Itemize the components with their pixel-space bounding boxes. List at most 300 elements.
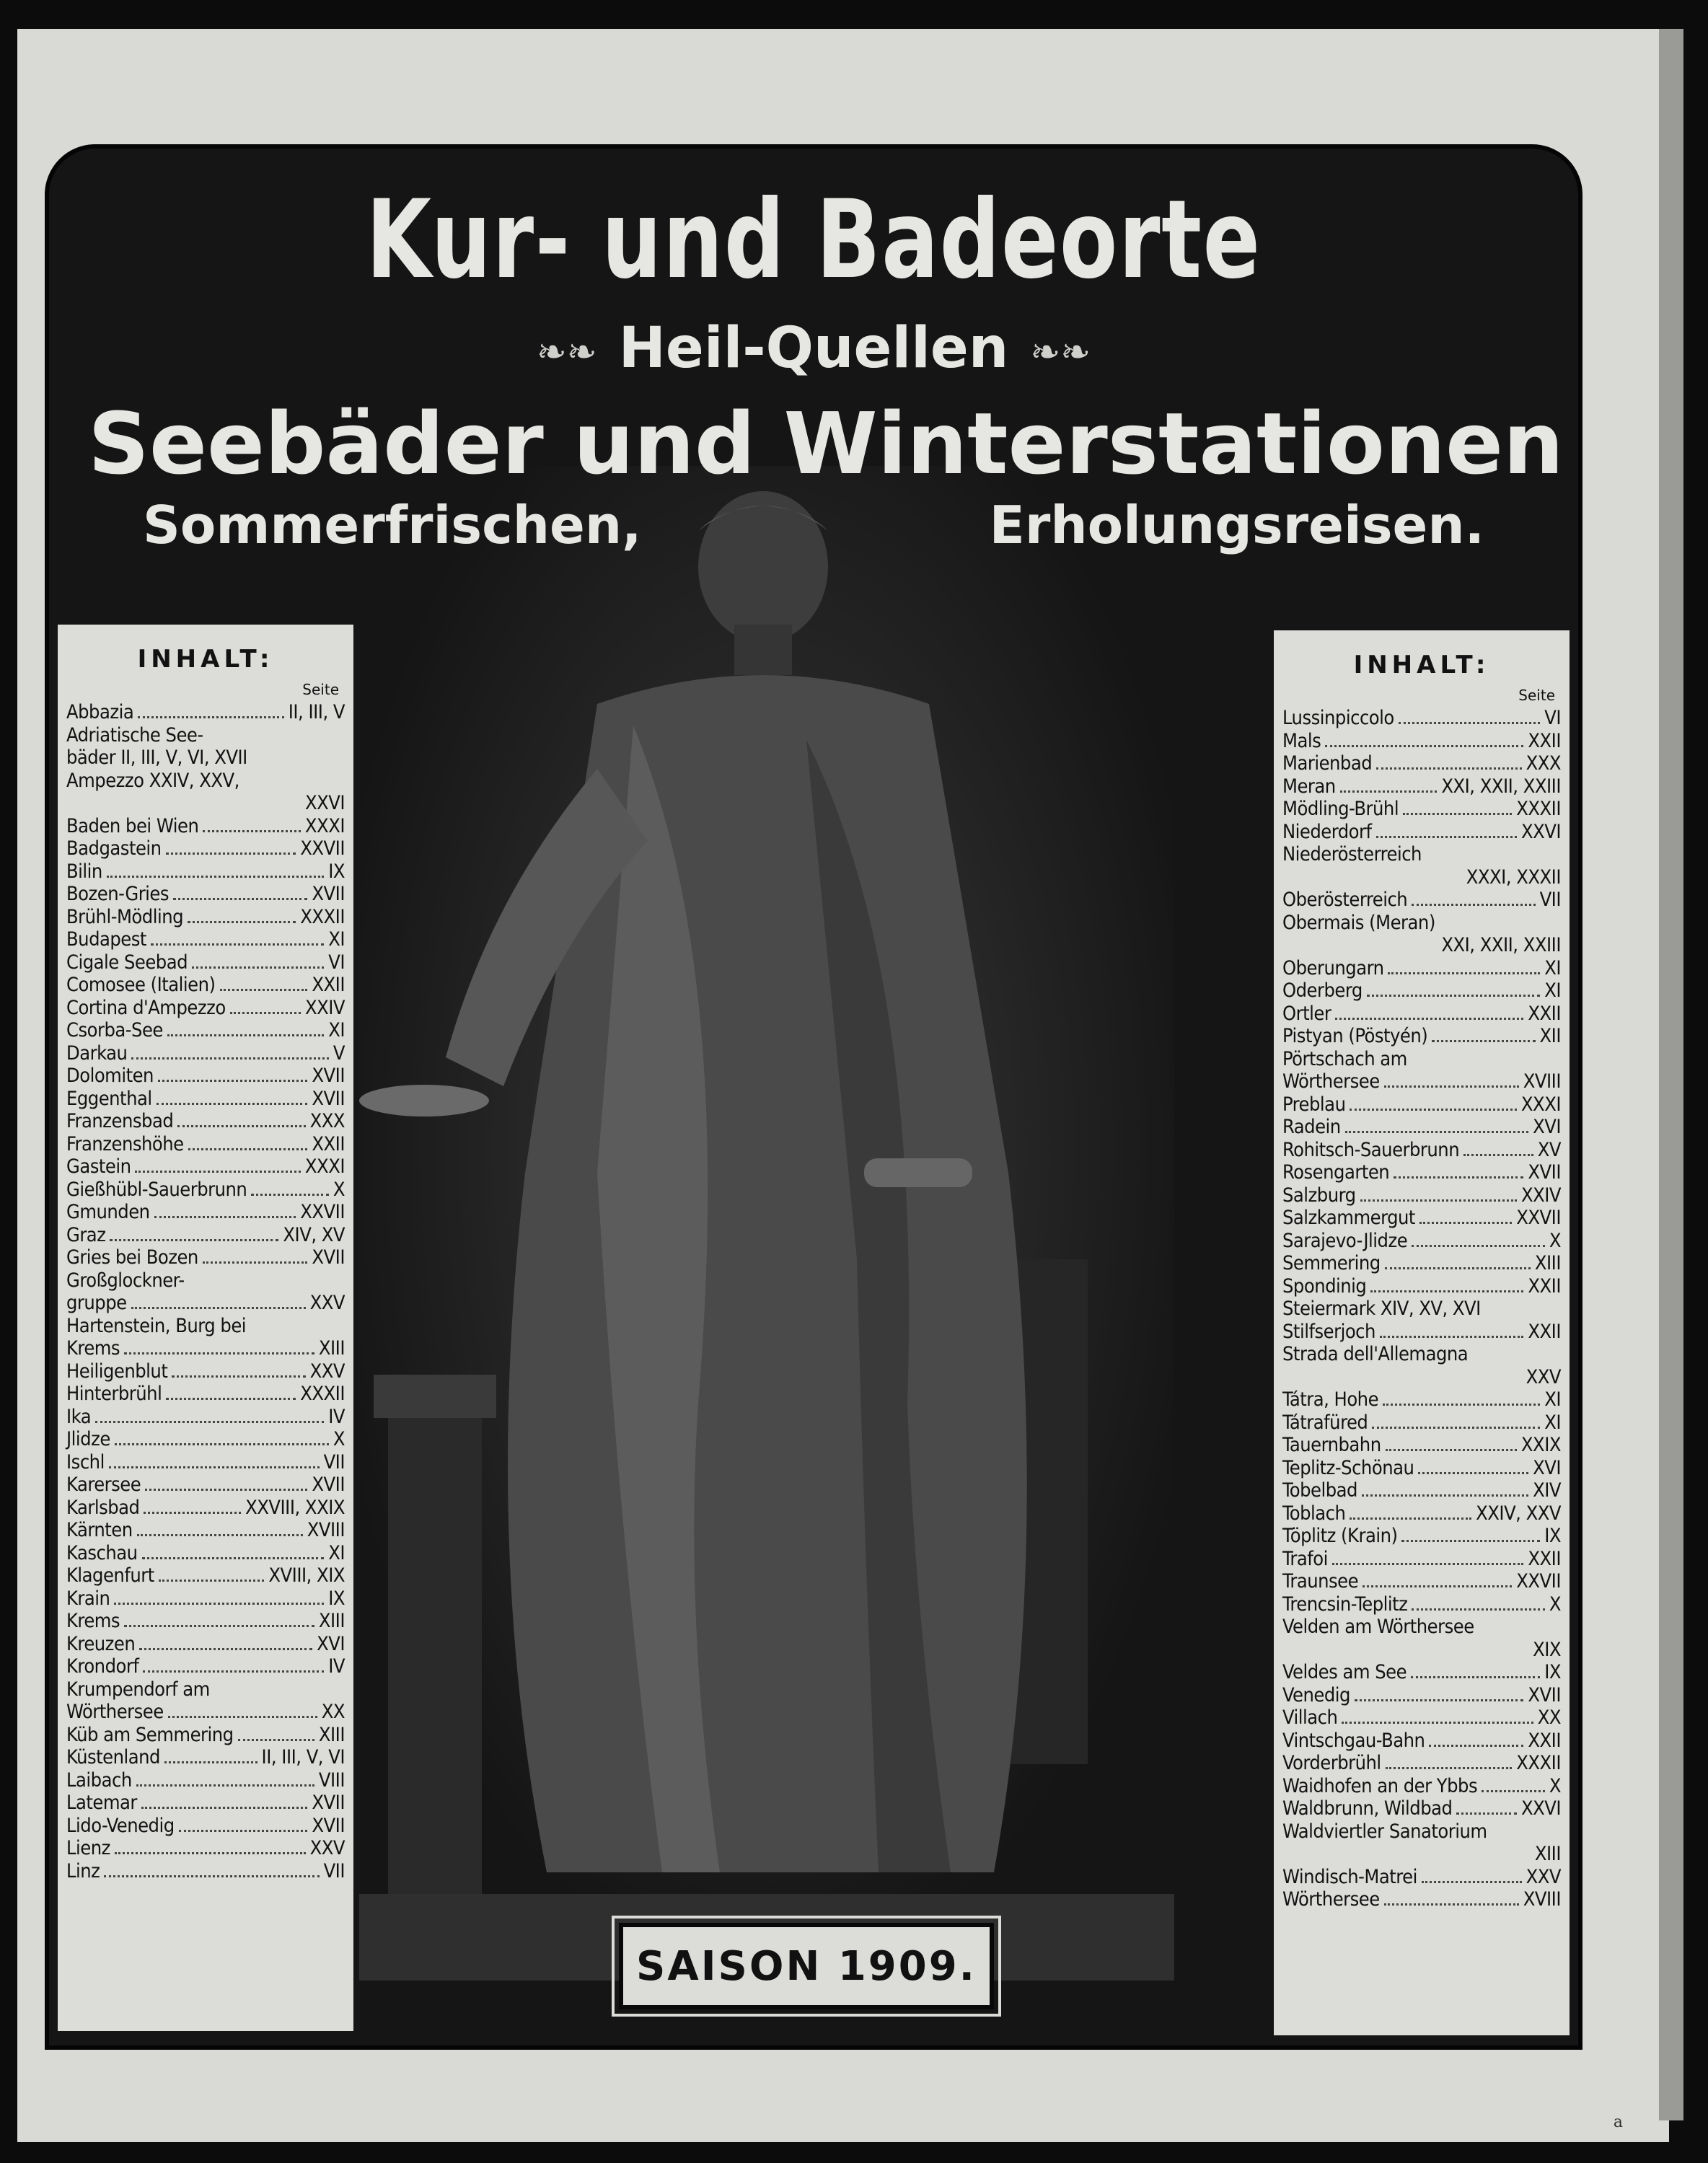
index-entry-page: XI <box>1544 979 1561 1002</box>
index-entry <box>1282 1275 1561 1298</box>
index-entry-name: Tátra, Hohe <box>1282 1388 1379 1411</box>
index-entry-page: XVII <box>312 883 345 905</box>
index-entry-name: Salzkammergut <box>1282 1207 1415 1229</box>
index-entry-page: XXVII <box>1516 1207 1561 1229</box>
leader-dots <box>141 1807 308 1809</box>
index-right-page-label: Seite <box>1518 687 1555 704</box>
index-entry-name: Waidhofen an der Ybbs <box>1282 1774 1478 1797</box>
ornament-left-icon: ❧❧ <box>536 330 597 373</box>
index-entry <box>1282 1252 1561 1275</box>
leader-dots <box>1376 767 1521 770</box>
index-entry-page: XI <box>1544 956 1561 979</box>
index-entry-page: II, III, V <box>288 701 345 723</box>
index-left-list <box>66 701 345 1882</box>
index-entry <box>66 1110 345 1133</box>
index-entry-name: Gmunden <box>66 1201 150 1223</box>
index-entry-name: Jlidze <box>66 1428 110 1450</box>
index-entry <box>66 1769 345 1792</box>
index-entry-name: Teplitz-Schönau <box>1282 1456 1414 1479</box>
index-entry-name: Tauernbahn <box>1282 1434 1381 1456</box>
index-entry <box>66 1224 345 1247</box>
index-entry <box>1282 1888 1561 1911</box>
index-entry-page: XXV <box>309 1292 345 1314</box>
leader-dots <box>1411 1676 1540 1678</box>
leader-dots <box>1362 1494 1528 1497</box>
index-entry-page: X <box>1549 1592 1561 1616</box>
index-entry <box>66 1201 345 1224</box>
leader-dots <box>109 1466 320 1468</box>
index-entry-page: XV <box>1537 1138 1561 1161</box>
index-entry-page: XXIX <box>1520 1434 1561 1456</box>
index-entry <box>66 1337 345 1360</box>
index-entry <box>66 1019 345 1042</box>
index-entry-page: XIII <box>1534 1843 1561 1865</box>
index-entry <box>1282 1775 1561 1798</box>
leader-dots <box>177 1125 305 1127</box>
index-entry-name: Oderberg <box>1282 979 1363 1002</box>
index-entry-name: Kärnten <box>66 1519 133 1541</box>
leader-dots <box>157 1103 308 1105</box>
leader-dots <box>107 876 324 878</box>
index-entry <box>1282 1161 1561 1184</box>
leader-dots <box>1384 1903 1519 1906</box>
index-entry-name: Rohitsch-Sauerbrunn <box>1282 1138 1460 1161</box>
index-entry-page: VII <box>323 1859 345 1882</box>
index-entry-name: Darkau <box>66 1041 128 1065</box>
heading-right: Winterstationen <box>783 394 1564 493</box>
index-entry-page: XVIII <box>1523 1070 1561 1093</box>
leader-dots <box>144 1512 241 1514</box>
index-entry <box>1282 1548 1561 1571</box>
index-entry-name: Vintschgau-Bahn <box>1282 1729 1425 1752</box>
index-entry-name: Salzburg <box>1282 1184 1356 1207</box>
leader-dots <box>104 1875 319 1877</box>
index-entry <box>1282 866 1561 889</box>
index-entry-page: XVI <box>1533 1116 1561 1138</box>
index-entry-name: Franzenshöhe <box>66 1132 184 1155</box>
index-entry-page: XXXI <box>304 814 345 837</box>
leader-dots <box>95 1421 324 1423</box>
leader-dots <box>179 1830 308 1832</box>
index-entry-name: Brühl-Mödling <box>66 905 184 928</box>
leader-dots <box>1412 904 1535 906</box>
index-entry-name: Vorderbrühl <box>1282 1752 1381 1774</box>
index-entry-name: Veldes am See <box>1282 1661 1407 1683</box>
index-entry-name: Trencsin-Teplitz <box>1282 1592 1408 1616</box>
index-entry-name: Steiermark XIV, XV, XVI <box>1282 1298 1481 1320</box>
index-entry-name: Tátrafüred <box>1282 1411 1368 1434</box>
index-entry-page: IX <box>1544 1661 1561 1683</box>
index-entry-name: Lussinpiccolo <box>1282 707 1394 729</box>
index-entry-name: Meran <box>1282 775 1336 798</box>
index-entry-page: IX <box>1544 1525 1561 1547</box>
index-entry-name: Küstenland <box>66 1746 160 1768</box>
index-entry <box>66 1815 345 1838</box>
index-entry-page: XXII <box>1528 1274 1561 1298</box>
index-entry-page: II, III, V, VI <box>261 1746 345 1768</box>
index-entry-name: Preblau <box>1282 1093 1346 1116</box>
index-entry-page: VI <box>1544 707 1561 729</box>
index-entry-name: Marienbad <box>1282 752 1373 775</box>
index-entry <box>66 883 345 906</box>
subheading-left: Sommerfrischen, <box>143 495 642 555</box>
index-entry-page: XXVI <box>304 792 345 814</box>
leader-dots <box>114 1603 324 1605</box>
index-entry-page: VI <box>328 951 345 974</box>
leader-dots <box>1363 1585 1512 1587</box>
leader-dots <box>1388 972 1540 974</box>
leader-dots <box>136 1784 314 1787</box>
index-entry <box>66 860 345 884</box>
index-entry <box>1282 1684 1561 1707</box>
leader-dots <box>1385 1267 1531 1269</box>
index-entry-name: Großglockner- <box>66 1269 185 1292</box>
index-entry <box>66 1564 345 1587</box>
index-entry-name: Comosee (Italien) <box>66 974 216 996</box>
leader-dots <box>142 1557 325 1559</box>
index-entry-name: Adriatische See- <box>66 723 203 746</box>
index-entry <box>1282 1093 1561 1116</box>
leader-dots <box>1403 813 1512 815</box>
leader-dots <box>1350 1109 1516 1111</box>
index-entry <box>66 951 345 974</box>
leader-dots <box>1335 1018 1523 1020</box>
leader-dots <box>1325 745 1523 747</box>
leader-dots <box>1412 1608 1544 1611</box>
index-entry <box>1282 1025 1561 1048</box>
index-entry-name: Badgastein <box>66 837 162 860</box>
index-entry <box>66 1406 345 1429</box>
index-entry-name: Tobelbad <box>1282 1479 1357 1502</box>
index-entry-page: XI <box>328 1019 345 1041</box>
index-entry <box>66 1042 345 1065</box>
index-entry-name: Pörtschach am <box>1282 1047 1407 1070</box>
index-entry <box>1282 1184 1561 1207</box>
page-mark: a <box>1613 2113 1623 2131</box>
index-entry-name: Obermais (Meran) <box>1282 911 1435 934</box>
leader-dots <box>124 1625 314 1627</box>
index-entry-page: XIV <box>1533 1479 1561 1502</box>
ornament-right-icon: ❧❧ <box>1030 330 1091 373</box>
index-entry-name: Cigale Seebad <box>66 951 188 974</box>
index-left-page-label: Seite <box>302 681 339 698</box>
index-entry-name: Klagenfurt <box>66 1564 154 1587</box>
index-entry-name: Lido-Venedig <box>66 1814 175 1837</box>
index-entry <box>66 701 345 724</box>
index-entry-name: Hinterbrühl <box>66 1383 162 1405</box>
index-entry-page: XX <box>1537 1706 1561 1729</box>
leader-dots <box>1394 1176 1523 1179</box>
index-entry <box>1282 1388 1561 1411</box>
index-entry-page: XVII <box>312 1473 345 1496</box>
index-entry-name: Niederdorf <box>1282 820 1372 843</box>
index-entry-name: Cortina d'Ampezzo <box>66 996 226 1019</box>
index-left-title: INHALT: <box>137 645 274 674</box>
index-entry-name: Kaschau <box>66 1541 138 1564</box>
index-entry <box>1282 1003 1561 1026</box>
leader-dots <box>188 921 296 923</box>
index-entry-name: Strada dell'Allemagna <box>1282 1343 1469 1365</box>
leader-dots <box>1419 1222 1512 1224</box>
index-entry <box>66 1179 345 1202</box>
index-entry <box>66 1746 345 1769</box>
leader-dots <box>1386 1449 1517 1451</box>
index-entry-page: VIII <box>318 1768 345 1792</box>
index-entry-page: XXX <box>309 1110 345 1132</box>
index-entry-name: Villach <box>1282 1706 1338 1729</box>
index-entry <box>66 815 345 838</box>
leader-dots <box>172 1375 305 1378</box>
index-entry-name: Linz <box>66 1859 100 1882</box>
leader-dots <box>203 1261 308 1264</box>
index-entry <box>1282 1797 1561 1820</box>
index-entry-page: IV <box>328 1655 345 1678</box>
index-entry <box>66 770 345 793</box>
index-entry-name: Niederösterreich <box>1282 843 1422 865</box>
index-entry <box>1282 707 1561 730</box>
season-label: SAISON 1909. <box>636 1942 977 1990</box>
index-entry <box>1282 1116 1561 1139</box>
index-entry <box>66 1383 345 1406</box>
index-entry-page: XXXII <box>1516 1752 1561 1774</box>
index-entry-page: XI <box>328 928 345 951</box>
index-entry <box>1282 1230 1561 1253</box>
index-entry-page: XXXI <box>304 1155 345 1178</box>
index-entry-name: Venedig <box>1282 1683 1350 1706</box>
index-entry <box>66 1292 345 1315</box>
index-entry <box>1282 1479 1561 1502</box>
index-entry-page: IX <box>328 860 345 883</box>
leader-dots <box>1482 1790 1545 1792</box>
index-entry-page: XXVII <box>1516 1570 1561 1592</box>
subtitle-text: Heil-Quellen <box>618 316 1009 381</box>
season-box <box>619 1923 994 2009</box>
index-entry-name: Krumpendorf am <box>66 1678 210 1701</box>
index-entry <box>1282 934 1561 957</box>
index-entry-page: XI <box>1544 1388 1561 1411</box>
index-entry-name: Laibach <box>66 1768 132 1792</box>
index-entry <box>66 1655 345 1678</box>
index-entry <box>66 1633 345 1656</box>
leader-dots <box>1456 1812 1516 1815</box>
index-entry-name: Rosengarten <box>1282 1161 1390 1184</box>
leader-dots <box>1383 1404 1540 1406</box>
leader-dots <box>188 1148 308 1150</box>
statue-illustration <box>359 466 1174 1981</box>
index-entry-name: Oberungarn <box>1282 956 1384 979</box>
index-entry-page: XI <box>328 1541 345 1564</box>
index-entry-name: Traunsee <box>1282 1570 1359 1592</box>
index-entry <box>66 1837 345 1860</box>
leader-dots <box>138 716 284 718</box>
index-entry-page: XIV, XV <box>283 1223 345 1246</box>
index-entry-page: XXIV, XXV <box>1476 1502 1561 1525</box>
index-entry <box>1282 957 1561 980</box>
index-entry-name: Mödling-Brühl <box>1282 798 1399 820</box>
index-entry <box>66 1860 345 1883</box>
leader-dots <box>154 1216 296 1218</box>
index-entry <box>66 1360 345 1383</box>
index-entry <box>1282 1661 1561 1684</box>
index-right-title: INHALT: <box>1353 651 1490 679</box>
leader-dots <box>251 1194 329 1196</box>
index-entry <box>1282 1343 1561 1366</box>
heading-left: Seebäder und <box>88 394 756 493</box>
index-entry-name: Karlsbad <box>66 1496 140 1519</box>
index-entry-name: Wörthersee <box>66 1701 164 1723</box>
index-entry-page: XXVII <box>300 1201 345 1223</box>
index-entry-name: gruppe <box>66 1292 127 1314</box>
index-entry-name: Pistyan (Pöstyén) <box>1282 1025 1428 1047</box>
leader-dots <box>1345 1131 1528 1133</box>
index-entry-name: Krondorf <box>66 1655 139 1678</box>
index-entry <box>1282 1457 1561 1480</box>
leader-dots <box>238 1739 314 1741</box>
index-entry-name: Abbazia <box>66 701 134 723</box>
index-entry-name: Eggenthal <box>66 1087 152 1110</box>
index-entry-page: VII <box>1539 889 1561 911</box>
index-entry-page: XXII <box>312 974 345 996</box>
index-entry <box>1282 1366 1561 1389</box>
index-entry <box>66 837 345 860</box>
page-edge <box>1659 29 1683 2120</box>
index-entry-page: XXII <box>1528 1002 1561 1025</box>
index-entry-page: XVIII, XIX <box>268 1564 345 1587</box>
leader-dots <box>1340 790 1438 793</box>
leader-dots <box>203 830 301 832</box>
index-entry <box>1282 889 1561 912</box>
index-entry-name: Budapest <box>66 928 146 951</box>
index-entry-page: XI <box>1544 1411 1561 1434</box>
index-entry-name: Töplitz (Krain) <box>1282 1525 1398 1547</box>
index-entry <box>66 1792 345 1815</box>
index-entry-name: Wörthersee <box>1282 1070 1380 1093</box>
index-entry <box>1282 1706 1561 1730</box>
index-entry-page: XIX <box>1533 1638 1561 1661</box>
index-entry-name: Waldviertler Sanatorium <box>1282 1820 1487 1843</box>
page-title: Kur- und Badeorte <box>366 177 1262 303</box>
index-entry-page: XXV <box>309 1360 345 1383</box>
index-entry-name: Stilfserjoch <box>1282 1320 1375 1343</box>
index-entry-page: V <box>333 1041 345 1065</box>
index-entry-page: XVII <box>312 1065 345 1087</box>
index-entry <box>1282 1593 1561 1616</box>
index-entry <box>66 1246 345 1269</box>
subheading-right: Erholungsreisen. <box>989 495 1484 555</box>
index-entry <box>66 928 345 951</box>
subtitle <box>49 316 1578 381</box>
index-entry-page: XVII <box>312 1814 345 1837</box>
leader-dots <box>168 1716 317 1718</box>
leader-dots <box>1386 1767 1513 1769</box>
index-entry-page: XXI, XXII, XXIII <box>1441 775 1561 798</box>
index-entry-page: XXVII <box>300 837 345 860</box>
index-entry <box>66 1155 345 1179</box>
leader-dots <box>1350 1517 1471 1520</box>
leader-dots <box>1399 722 1540 724</box>
index-entry-page: X <box>1549 1229 1561 1252</box>
leader-dots <box>1372 1427 1540 1429</box>
index-entry-name: Krems <box>66 1337 120 1360</box>
index-entry <box>1282 1616 1561 1639</box>
index-right <box>1274 630 1570 2035</box>
leader-dots <box>1355 1699 1524 1701</box>
index-entry <box>66 1610 345 1633</box>
leader-dots <box>164 1761 257 1763</box>
index-entry-page: XVII <box>1528 1161 1561 1184</box>
index-entry-name: Küb am Semmering <box>66 1723 234 1746</box>
leader-dots <box>1384 1085 1519 1088</box>
index-entry <box>66 1315 345 1338</box>
index-entry <box>1282 1843 1561 1866</box>
leader-dots <box>167 1034 324 1036</box>
index-entry-name: bäder II, III, V, VI, XVII <box>66 746 247 769</box>
leader-dots <box>158 1080 307 1082</box>
index-entry-name: Gries bei Bozen <box>66 1246 198 1269</box>
index-entry-page: XXV <box>1526 1365 1561 1388</box>
index-entry <box>1282 1048 1561 1071</box>
statue-graphic <box>359 466 1174 1981</box>
index-entry-page: VII <box>323 1450 345 1473</box>
index-right-list <box>1282 707 1561 1911</box>
leader-dots <box>110 1239 278 1241</box>
index-entry <box>66 1587 345 1611</box>
leader-dots <box>1418 1472 1528 1474</box>
index-entry <box>66 1269 345 1292</box>
index-entry-name: Latemar <box>66 1792 137 1814</box>
index-entry-page: XVII <box>1528 1683 1561 1706</box>
leader-dots <box>220 989 308 991</box>
index-entry-name: Dolomiten <box>66 1065 154 1087</box>
index-entry-name: Karersee <box>66 1473 141 1496</box>
index-entry-name: Bilin <box>66 860 102 883</box>
index-entry-page: X <box>333 1178 345 1201</box>
index-entry-page: XXII <box>1528 729 1561 752</box>
index-entry-page: X <box>333 1428 345 1450</box>
index-entry <box>66 1701 345 1724</box>
index-entry-page: XVI <box>317 1632 345 1655</box>
index-entry-page: XXXI, XXXII <box>1466 865 1561 889</box>
leader-dots <box>192 966 324 969</box>
leader-dots <box>1429 1745 1523 1747</box>
leader-dots <box>1380 1336 1523 1338</box>
index-entry <box>66 1678 345 1701</box>
index-entry-page: XXXI <box>1520 1093 1561 1116</box>
leader-dots <box>1367 995 1540 997</box>
index-entry <box>1282 1820 1561 1843</box>
index-entry-page: XXV <box>309 1837 345 1859</box>
index-entry <box>1282 1139 1561 1162</box>
index-entry-page: XX <box>321 1701 345 1723</box>
leader-dots <box>131 1057 328 1060</box>
index-entry <box>1282 752 1561 775</box>
leader-dots <box>131 1307 306 1309</box>
index-entry-page: XXXII <box>1516 798 1561 820</box>
leader-dots <box>1463 1154 1533 1156</box>
leader-dots <box>1401 1540 1540 1542</box>
leader-dots <box>124 1352 314 1354</box>
leader-dots <box>143 1670 324 1673</box>
index-entry-page: XXXII <box>300 905 345 928</box>
index-entry-name: Baden bei Wien <box>66 814 199 837</box>
index-entry <box>66 746 345 770</box>
index-entry <box>1282 1525 1561 1548</box>
index-entry <box>1282 1866 1561 1889</box>
index-entry-name: Trafoi <box>1282 1547 1328 1570</box>
leader-dots <box>159 1580 265 1582</box>
leader-dots <box>230 1012 301 1014</box>
index-entry-name: Mals <box>1282 729 1321 752</box>
